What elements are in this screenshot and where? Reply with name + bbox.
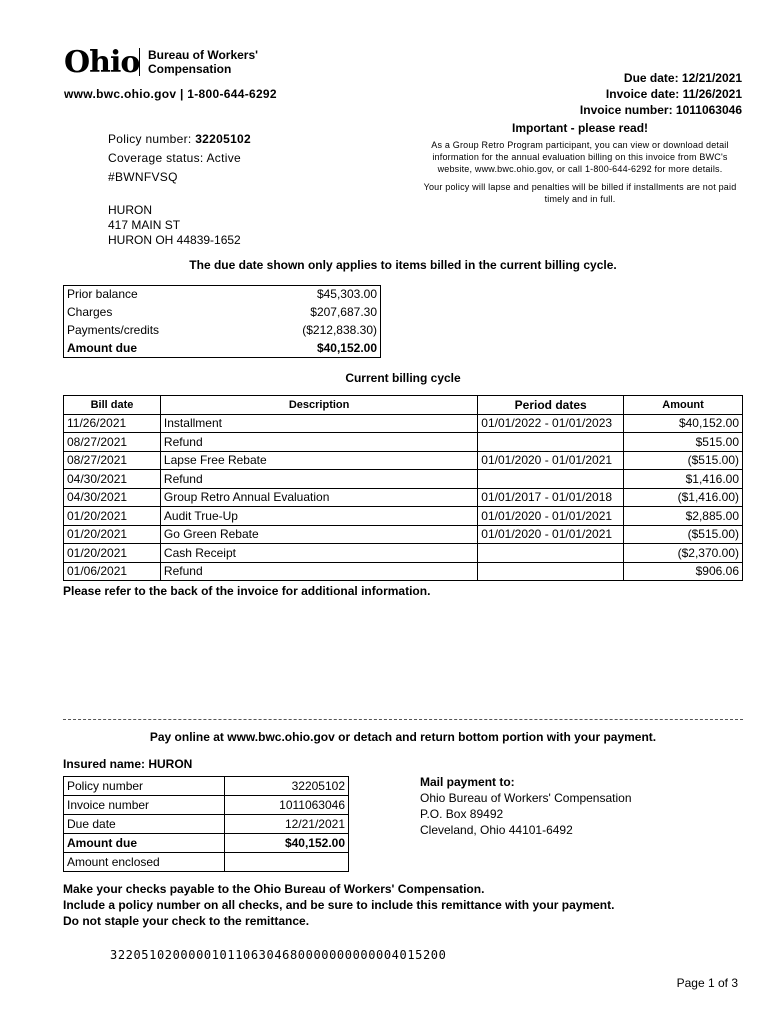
table-row: 01/20/2021 Audit True-Up 01/01/2020 - 01/01/2021 $2,885.00 (64, 507, 743, 526)
due-date: Due date: 12/21/2021 (623, 71, 742, 85)
bureau-line-2: Compensation (148, 62, 232, 76)
invoice-number: Invoice number: 1011063046 (579, 103, 742, 117)
refer-note: Please refer to the back of the invoice for additional information. (63, 584, 431, 598)
logo-divider (139, 48, 140, 76)
summary-row: Charges $207,687.30 (67, 305, 377, 319)
pay-online-note: Pay online at www.bwc.ohio.gov or detach and return bottom portion with your payment. (149, 730, 657, 744)
payment-instructions (63, 881, 614, 929)
instruction-1: Make your checks payable to the Ohio Bureau of Workers' Compensation. (63, 882, 485, 896)
detach-line (63, 719, 743, 720)
mailing-address (108, 203, 241, 248)
table-row: 01/06/2021 Refund $906.06 (64, 562, 743, 581)
remit-row-amount-enclosed[interactable] (64, 853, 349, 872)
table-row: 04/30/2021 Group Retro Annual Evaluation 01/01/2017 - 01/01/2018 ($1,416.00) (64, 488, 743, 507)
page-number: Page 1 of 3 (676, 976, 738, 990)
coverage-status: Coverage status: Active (108, 151, 241, 165)
table-row: 04/30/2021 Refund $1,416.00 (64, 470, 743, 489)
table-row: 11/26/2021 Installment 01/01/2022 - 01/01/2023 $40,152.00 (64, 414, 743, 433)
invoice-info (580, 70, 742, 118)
mail-title: Mail payment to: (420, 775, 515, 789)
summary-row: Prior balance $45,303.00 (67, 287, 377, 301)
header-description: Description (160, 396, 477, 415)
ohio-logo: Ohio (64, 45, 140, 80)
mail-line-2: P.O. Box 89492 (420, 807, 504, 821)
policy-code: #BWNFVSQ (108, 170, 178, 184)
summary-row-amount-due: Amount due $40,152.00 (67, 341, 377, 355)
insured-name: Insured name: HURON (63, 757, 193, 771)
amount-enclosed-field[interactable] (225, 853, 349, 872)
website-phone: www.bwc.ohio.gov | 1-800-644-6292 (64, 87, 277, 101)
table-header-row (64, 396, 743, 415)
invoice-date: Invoice date: 11/26/2021 (605, 87, 742, 101)
table-row: 01/20/2021 Go Green Rebate 01/01/2020 - 01/01/2021 ($515.00) (64, 525, 743, 544)
bureau-name (148, 48, 258, 76)
policy-number-value: 32205102 (195, 132, 251, 146)
table-row: 08/27/2021 Lapse Free Rebate 01/01/2020 - 01/01/2021 ($515.00) (64, 451, 743, 470)
remit-row: Due date 12/21/2021 (64, 815, 349, 834)
address-name: HURON (108, 203, 152, 217)
table-row: 08/27/2021 Refund $515.00 (64, 433, 743, 452)
important-paragraph-2: Your policy will lapse and penalties will be billed if installments are not paid timely and in full. (423, 182, 737, 204)
due-date-note: The due date shown only applies to items billed in the current billing cycle. (189, 258, 617, 272)
balance-summary (63, 285, 381, 357)
instruction-2: Include a policy number on all checks, and be sure to include this remittance with your payment. (63, 898, 615, 912)
important-paragraph-1: As a Group Retro Program participant, you can view or download detail information for the annual evaluation billing on this invoice from BWC's website, www.bwc.ohio.gov, or call 1-800-644-6292 for more details. (431, 140, 729, 174)
bureau-line-1: Bureau of Workers' (148, 48, 258, 62)
important-notice (418, 121, 742, 205)
table-row: 01/20/2021 Cash Receipt ($2,370.00) (64, 544, 743, 563)
billing-cycle-title: Current billing cycle (345, 371, 461, 385)
summary-row: Payments/credits ($212,838.30) (67, 323, 377, 337)
policy-number: Policy number: 32205102 (108, 132, 251, 146)
amount-enclosed-label: Amount enclosed (64, 853, 225, 872)
header-period: Period dates (478, 396, 624, 415)
mail-line-1: Ohio Bureau of Workers' Compensation (420, 791, 632, 805)
scan-line: 3220510200000101106304680000000000004015200 (110, 948, 447, 962)
important-title: Important - please read! (511, 121, 649, 135)
remittance-table (63, 776, 349, 872)
header-bill-date: Bill date (64, 396, 161, 415)
remit-row: Policy number 32205102 (64, 777, 349, 796)
remit-row-amount-due: Amount due $40,152.00 (64, 834, 349, 853)
instruction-3: Do not staple your check to the remittance. (63, 914, 310, 928)
header-amount: Amount (624, 396, 743, 415)
remit-row: Invoice number 1011063046 (64, 796, 349, 815)
billing-cycle-table (63, 395, 743, 581)
policy-info (108, 130, 251, 187)
mail-line-3: Cleveland, Ohio 44101-6492 (420, 823, 573, 837)
address-street: 417 MAIN ST (108, 218, 181, 232)
mail-payment-address (420, 774, 632, 838)
address-city: HURON OH 44839-1652 (108, 233, 241, 247)
